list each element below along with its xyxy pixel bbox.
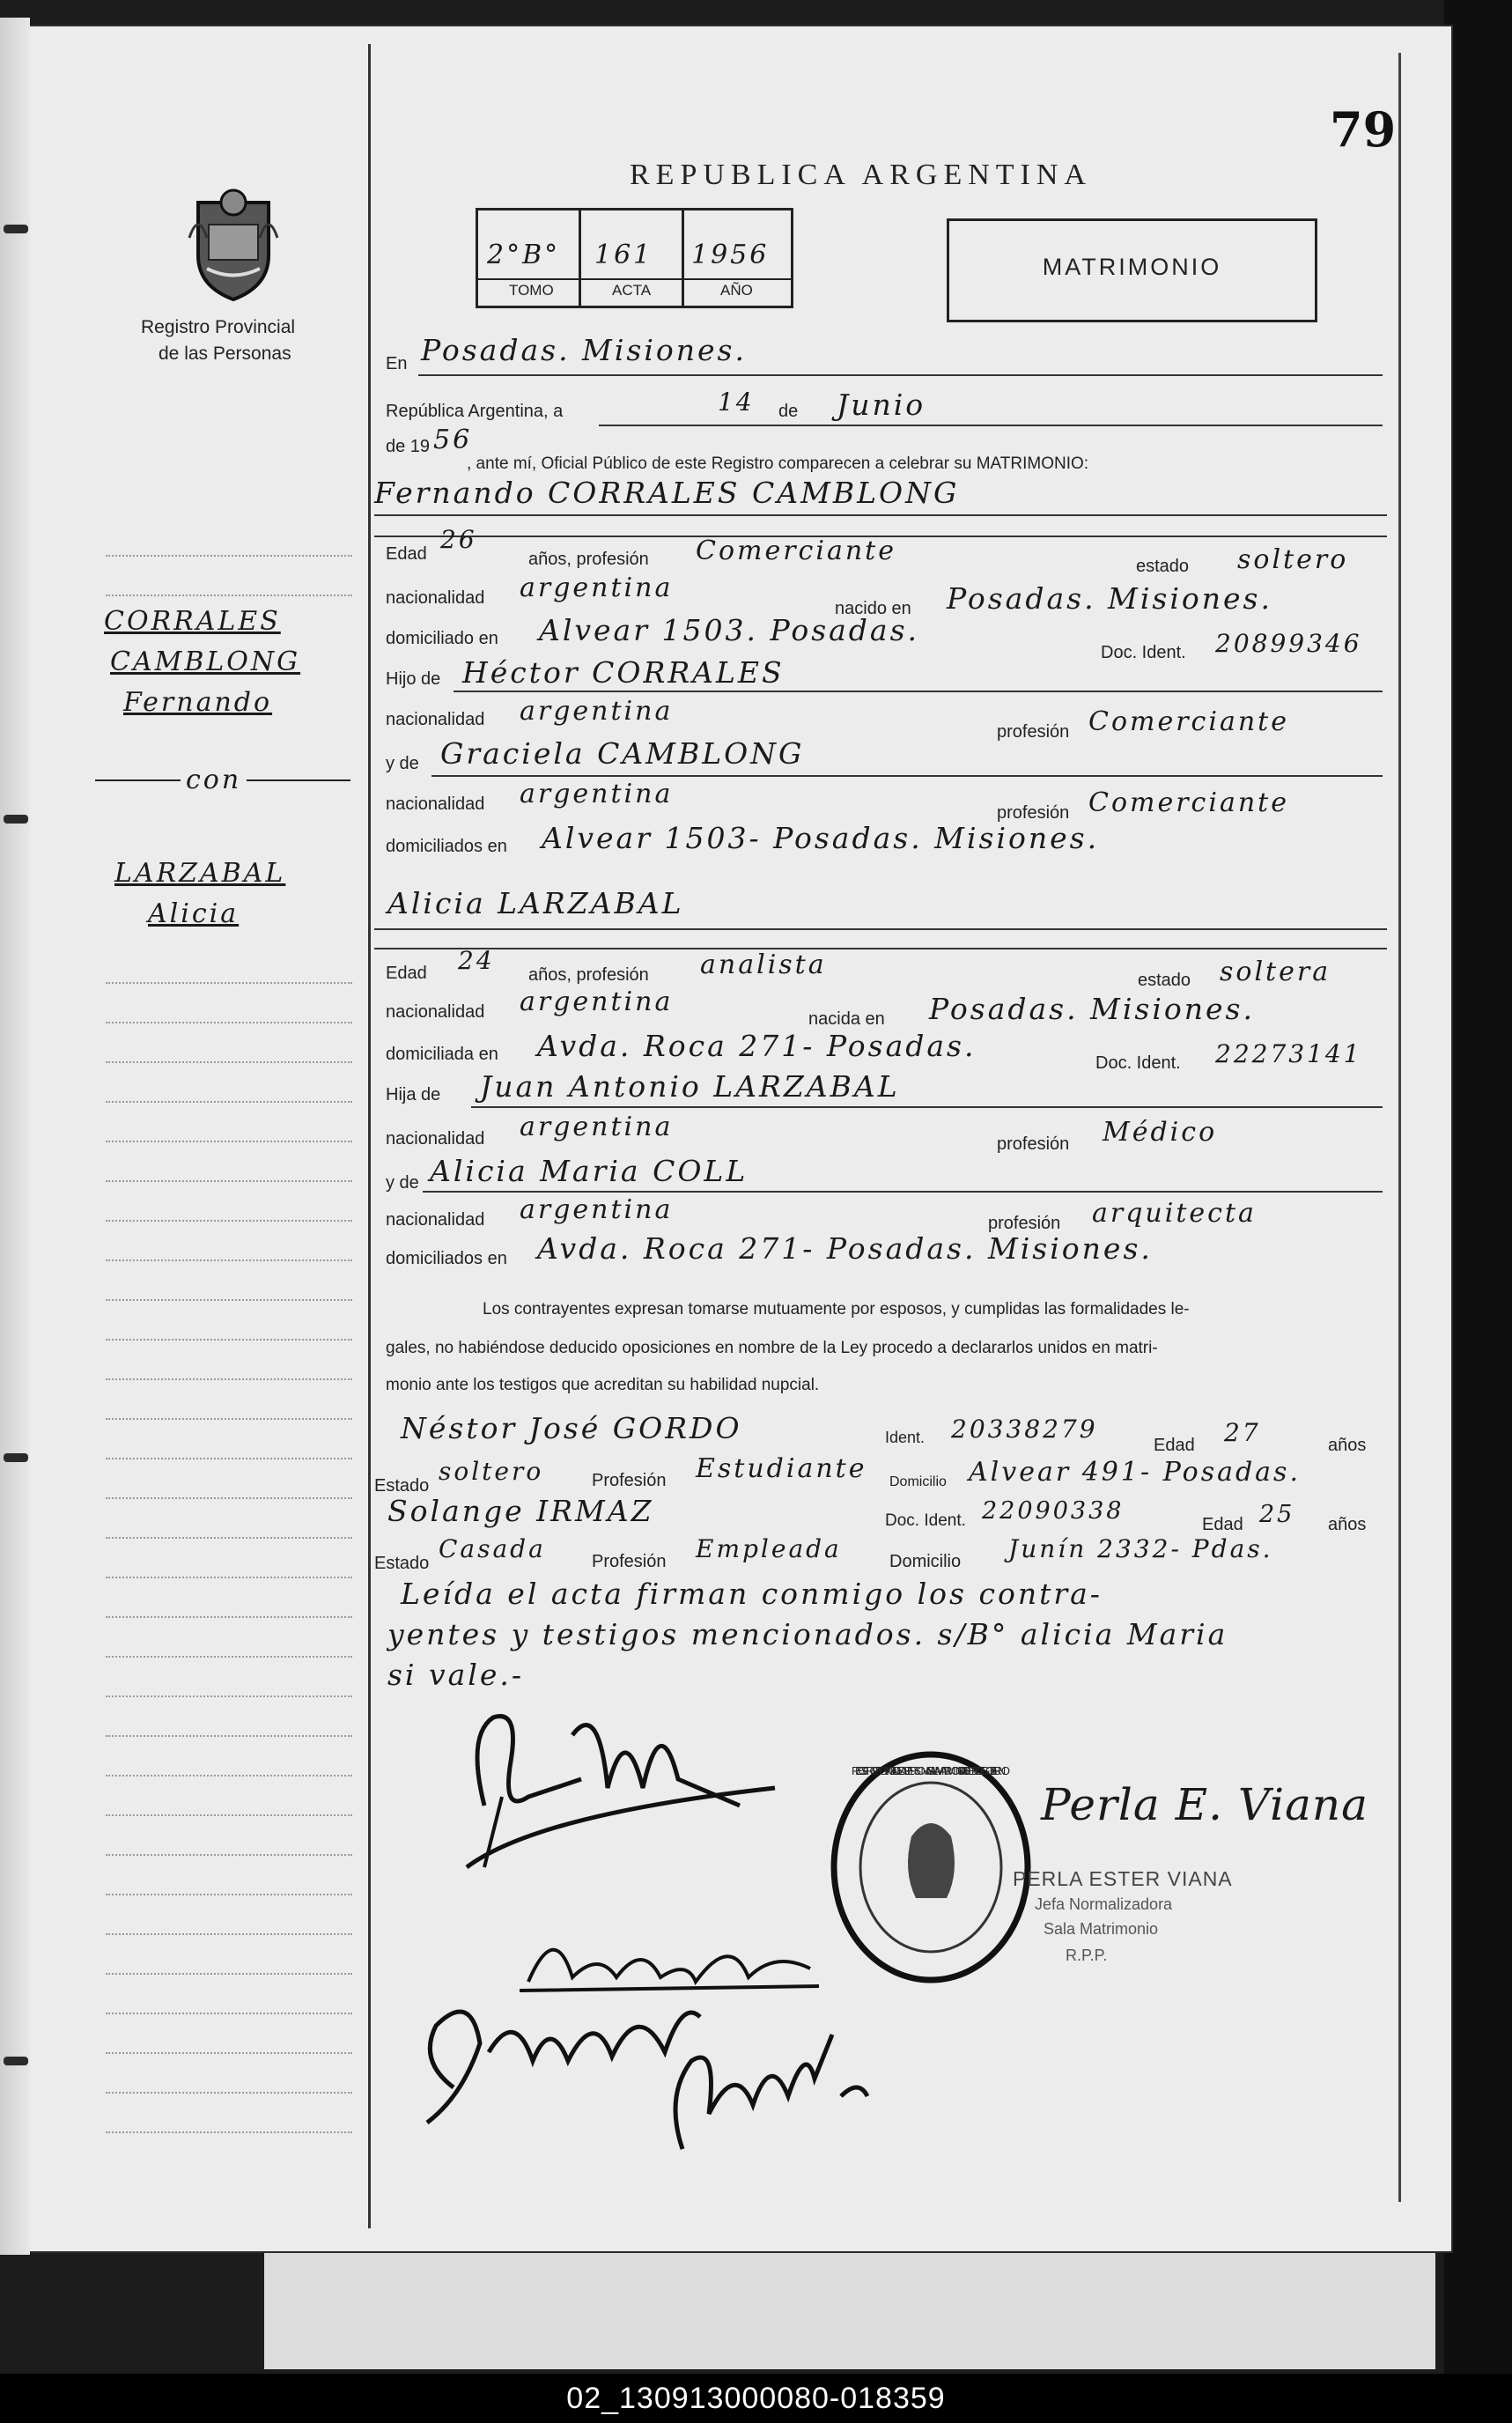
witness1-estado: soltero [439,1457,544,1486]
margin-dotted-line [106,1299,352,1302]
year-suffix: 56 [433,425,473,455]
margin-con: con [181,765,247,795]
witness1-ident-label: Ident. [885,1429,926,1446]
witness2-domicile: Junín 2332- Pdas. [1008,1534,1273,1563]
bride-father-nat: argentina [520,1112,674,1142]
record-type: MATRIMONIO [1042,254,1222,280]
bride-estado: soltera [1220,957,1331,987]
closing-line2: yentes y testigos mencionados. s/B° alicia Maria [387,1617,1228,1651]
witness1-ident: 20338279 [951,1415,1098,1444]
ano-value: 1956 [691,240,770,270]
bride-yde-label: y de [386,1173,419,1193]
official-stamp [828,1748,1035,1986]
rule [423,1191,1383,1193]
witness2-estado-label: Estado [374,1554,430,1573]
groom-parents-dom-label: domiciliados en [386,837,507,856]
margin-dotted-line [106,1973,352,1976]
groom-anos-profesion-label: años, profesión [528,550,649,569]
bride-domiciliada-label: domiciliada en [386,1045,498,1064]
de-label: de [778,402,799,421]
margin-firstname2: Alicia [148,898,240,929]
officer-title1: Jefa Normalizadora [1035,1895,1173,1913]
binding-hole [4,1453,28,1462]
declaration-line1: Los contrayentes expresan tomarse mutuamente por esposos, y cumplidas las formalidades le- [483,1300,1190,1319]
bride-mother-prof-label: profesión [988,1214,1061,1233]
groom-domicile: Alvear 1503. Posadas. [539,613,920,647]
rule [374,928,1387,930]
bride-doc-label: Doc. Ident. [1095,1053,1181,1073]
rule [374,514,1387,516]
acta-label: ACTA [612,282,652,299]
margin-dotted-line [106,1061,352,1064]
margin-dotted-line [106,2013,352,2015]
witness2-name: Solange IRMAZ [387,1494,654,1528]
bride-born-in: Posadas. Misiones. [929,992,1255,1026]
bride-parents-dom-label: domiciliados en [386,1249,507,1268]
groom-nacionalidad-label: nacionalidad [386,588,485,608]
witness2-profesion-label: Profesión [592,1552,667,1571]
witness1-domicilio-label: Domicilio [889,1474,947,1489]
bride-profession: analista [700,949,827,980]
bride-mother-nat-label: nacionalidad [386,1210,485,1230]
tomo-label: TOMO [509,282,554,299]
rule [599,425,1383,426]
margin-dotted-line [106,1497,352,1500]
margin-dotted-line [106,1101,352,1104]
witness1-anos-label: años [1328,1436,1367,1455]
bride-doc: 22273141 [1215,1039,1362,1068]
margin-dotted-line [106,2131,352,2134]
tomo-box-sep2 [682,208,684,306]
witness2-anos-label: años [1328,1515,1367,1534]
groom-father-nat: argentina [520,696,674,727]
margin-dotted-line [106,1022,352,1024]
groom-profession: Comerciante [696,536,896,566]
margin-dotted-line [106,982,352,985]
country-title: REPUBLICA ARGENTINA [630,159,1092,191]
en-label: En [386,354,408,373]
closing-line1: Leída el acta firman conmigo los contra- [401,1577,1103,1611]
groom-parents-dom: Alvear 1503- Posadas. Misiones. [542,821,1100,855]
groom-hijo-label: Hijo de [386,669,441,689]
witness2-doc-label: Doc. Ident. [885,1511,966,1530]
witness2-domicilio-label: Domicilio [889,1552,962,1571]
margin-dotted-line [106,1894,352,1896]
witness2-profession: Empleada [696,1534,842,1563]
groom-signature [449,1682,784,1885]
witness2-age: 25 [1259,1501,1295,1528]
margin-dotted-line [106,2052,352,2055]
groom-mother-prof-label: profesión [997,803,1070,823]
bride-anos-profesion-label: años, profesión [528,965,649,985]
groom-father: Héctor CORRALES [462,655,785,690]
margin-dotted-line [106,1656,352,1658]
margin-dotted-line [106,1695,352,1698]
witness1-name: Néstor José GORDO [401,1411,742,1445]
groom-age: 26 [440,525,477,554]
registry-name-line2: de las Personas [159,344,291,364]
witness2-estado: Casada [439,1534,546,1563]
margin-dotted-line [106,1141,352,1143]
witness1-edad-label: Edad [1154,1436,1195,1455]
witness1-estado-label: Estado [374,1476,430,1496]
groom-mother: Graciela CAMBLONG [440,736,805,771]
bride-domicile: Avda. Roca 271- Posadas. [537,1029,977,1063]
groom-doc: 20899346 [1215,629,1362,658]
stamp-text: REGISTRO PROVINCIAL DE LAS PERSONAS · SALA MATRIMONIO · MINISTERIO DE GOBIERNO [852,1764,1010,1777]
bride-father-prof: Médico [1103,1117,1218,1148]
tomo-box-sep1 [579,208,581,306]
groom-father-prof-label: profesión [997,722,1070,742]
groom-nacido-label: nacido en [835,599,911,618]
binding-hole [4,2057,28,2065]
margin-dotted-line [106,1458,352,1460]
margin-rule [368,44,371,2228]
folio-number: 79 [1330,101,1397,158]
margin-dotted-line [106,1220,352,1223]
bride-parents-dom: Avda. Roca 271- Posadas. Misiones. [537,1231,1153,1266]
officer-signature: Perla E. Viana [1041,1779,1368,1830]
bride-nationality: argentina [520,986,674,1017]
scan-id: 02_130913000080-018359 [0,2374,1512,2423]
margin-dotted-line [106,1933,352,1936]
margin-firstname1: Fernando [123,687,273,718]
witness1-profession: Estudiante [696,1453,867,1484]
groom-estado-label: estado [1136,557,1190,576]
closing-line3: si vale.- [387,1658,525,1692]
margin-dotted-line [106,1260,352,1262]
groom-mother-nat: argentina [520,779,674,809]
witness2-doc: 22090338 [982,1497,1125,1525]
bride-edad-label: Edad [386,964,427,983]
bride-nacionalidad-label: nacionalidad [386,1002,485,1022]
groom-full-name: Fernando CORRALES CAMBLONG [374,476,960,510]
margin-dotted-line [106,1418,352,1421]
groom-nationality: argentina [520,573,674,603]
groom-estado: soltero [1237,544,1349,575]
witness1-profesion-label: Profesión [592,1471,667,1490]
binding-hole [4,225,28,233]
scan-edge-dark [1444,0,1512,2423]
binding-fold [0,18,30,2255]
groom-doc-label: Doc. Ident. [1101,643,1186,662]
place: Posadas. Misiones. [421,333,747,367]
margin-dotted-line [106,2092,352,2094]
margin-dotted-line [106,595,352,597]
officer-title2: Sala Matrimonio [1044,1920,1159,1938]
margin-surname3: LARZABAL [114,858,286,889]
groom-mother-prof: Comerciante [1088,787,1289,818]
binding-hole [4,815,28,824]
republica-label: República Argentina, a [386,402,564,421]
witness1-domicile: Alvear 491- Posadas. [969,1457,1301,1488]
bride-mother-prof: arquitecta [1092,1198,1257,1229]
witness1-age: 27 [1224,1418,1261,1447]
bride-father-nat-label: nacionalidad [386,1129,485,1149]
intro-statement: , ante mí, Oficial Público de este Registro comparecen a celebrar su MATRIMONIO: [467,454,1089,473]
registry-crest-icon [181,185,286,304]
margin-dotted-line [106,1339,352,1341]
tomo-value: 2°B° [487,240,561,270]
witness2-signature [656,2008,876,2158]
bride-full-name: Alicia LARZABAL [387,886,684,920]
month: Junio [837,388,926,422]
groom-father-nat-label: nacionalidad [386,710,485,729]
officer-title3: R.P.P. [1066,1947,1108,1964]
groom-father-prof: Comerciante [1088,706,1289,737]
margin-dotted-line [106,1537,352,1540]
rule [431,775,1383,777]
margin-dotted-line [106,1577,352,1579]
bride-age: 24 [458,946,495,975]
ano-label: AÑO [720,282,753,299]
bride-mother: Alicia Maria COLL [430,1154,749,1188]
margin-dotted-line [106,1775,352,1777]
tomo-box-divider [476,278,793,280]
margin-dotted-line [106,555,352,558]
rule [471,1106,1383,1108]
bride-father: Juan Antonio LARZABAL [480,1069,900,1104]
margin-dotted-line [106,1378,352,1381]
bride-mother-nat: argentina [520,1194,674,1225]
year-prefix: de 19 [386,437,431,456]
witness2-edad-label: Edad [1202,1515,1243,1534]
groom-mother-nat-label: nacionalidad [386,794,485,814]
margin-dotted-line [106,1854,352,1857]
margin-dotted-line [106,1616,352,1619]
right-rule [1398,53,1401,2202]
margin-surname1: CORRALES [104,606,281,637]
rule [418,374,1383,376]
groom-domiciliado-label: domiciliado en [386,629,498,648]
groom-edad-label: Edad [386,544,427,564]
bride-nacida-label: nacida en [808,1009,885,1029]
margin-dotted-line [106,1814,352,1817]
rule [374,948,1387,949]
margin-dotted-line [106,1735,352,1738]
day: 14 [718,388,755,417]
rule [454,691,1383,692]
bride-father-prof-label: profesión [997,1134,1070,1154]
acta-value: 161 [594,240,653,270]
margin-dotted-line [106,1180,352,1183]
declaration-line3: monio ante los testigos que acreditan su habilidad nupcial. [386,1376,820,1394]
bride-hija-label: Hija de [386,1085,441,1104]
declaration-line2: gales, no habiéndose deducido oposiciones en nombre de la Ley procedo a declararlos unidos en matri- [386,1339,1158,1357]
margin-surname2: CAMBLONG [110,646,301,677]
groom-yde-label: y de [386,754,419,773]
officer-name: PERLA ESTER VIANA [1013,1867,1233,1890]
bride-estado-label: estado [1138,971,1191,990]
registry-name-line1: Registro Provincial [141,317,296,337]
groom-born-in: Posadas. Misiones. [947,581,1272,616]
